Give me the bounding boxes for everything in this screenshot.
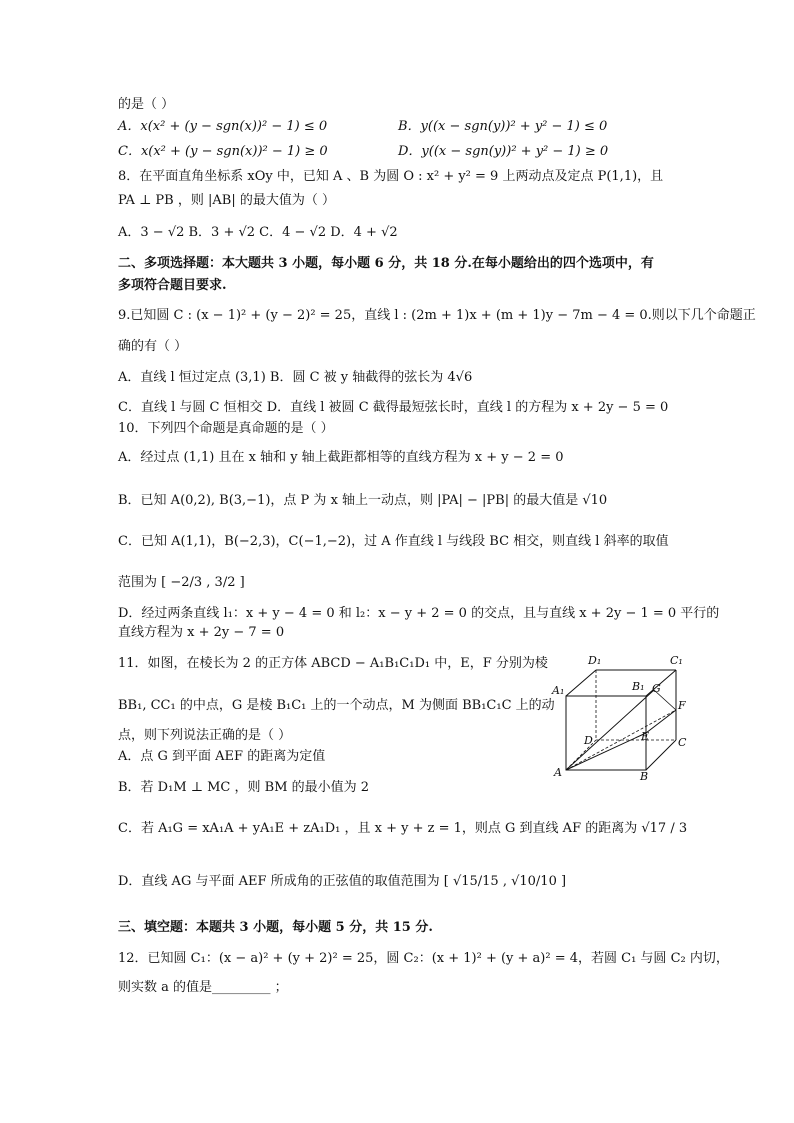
cube-figure: [548, 652, 688, 782]
q10-option-d-2: 直线方程为 x + 2y − 7 = 0: [118, 625, 285, 640]
label-a1: A₁: [552, 684, 565, 697]
question-9-stem: 9.已知圆 C : (x − 1)² + (y − 2)² = 25，直线 l : (2m + 1)x + (m + 1)y − 7m − 4 = 0.则以下几个命题正: [118, 308, 756, 323]
question-11-stem-2: BB₁, CC₁ 的中点，G 是棱 B₁C₁ 上的一个动点，M 为侧面 BB₁C₁C 上的动: [118, 698, 555, 713]
question-7-tail: 的是（ ）: [118, 97, 175, 112]
label-c: C: [678, 736, 687, 749]
question-8-stem-2: PA ⊥ PB ，则 |AB| 的最大值为（ ）: [118, 193, 335, 208]
q10-option-d: D．经过两条直线 l₁：x + y − 4 = 0 和 l₂：x − y + 2 = 0 的交点，且与直线 x + 2y − 1 = 0 平行的: [118, 606, 720, 621]
q9-options-ab: A．直线 l 恒过定点 (3,1) B．圆 C 被 y 轴截得的弦长为 4√6: [118, 370, 473, 385]
label-d: D: [584, 734, 593, 747]
edge-b-c: [646, 740, 676, 770]
segment-a-f: [566, 710, 676, 770]
question-12-stem-2: 则实数 a 的值是_________ ；: [118, 980, 288, 995]
question-9-stem-2: 确的有（ ）: [118, 339, 188, 354]
q7-option-d: D．y((x − sgn(y))² + y² − 1) ≥ 0: [398, 144, 609, 159]
q11-option-a: A．点 G 到平面 AEF 的距离为定值: [118, 749, 326, 764]
label-e: E: [641, 730, 650, 743]
q11-option-b: B．若 D₁M ⊥ MC ，则 BM 的最小值为 2: [118, 780, 370, 795]
q9-options-cd: C．直线 l 与圆 C 恒相交 D．直线 l 被圆 C 截得最短弦长时，直线 l 的方程为 x + 2y − 5 = 0: [118, 400, 669, 415]
label-b: B: [640, 770, 649, 782]
question-11-stem-3: 点，则下列说法正确的是（ ）: [118, 728, 292, 743]
question-12-stem: 12．已知圆 C₁：(x − a)² + (y + 2)² = 25，圆 C₂：(x + 1)² + (y + a)² = 4，若圆 C₁ 与圆 C₂ 内切，: [118, 951, 729, 966]
q7-option-b: B．y((x − sgn(y))² + y² − 1) ≤ 0: [398, 119, 608, 134]
section-2-heading-2: 多项符合题目要求.: [118, 278, 227, 293]
q11-option-d: D．直线 AG 与平面 AEF 所成角的正弦值的取值范围为 [ √15/15 , √10/10 ]: [118, 874, 567, 889]
section-2-heading: 二、多项选择题：本大题共 3 小题，每小题 6 分，共 18 分.在每小题给出的四个选项中，有: [118, 256, 654, 271]
q7-option-c: C．x(x² + (y − sgn(x))² − 1) ≥ 0: [118, 144, 328, 159]
q10-option-b: B．已知 A(0,2), B(3,−1)，点 P 为 x 轴上一动点，则 |PA| − |PB| 的最大值是 √10: [118, 493, 608, 508]
q10-option-c-2: 范围为 [ −2/3 , 3/2 ]: [118, 575, 245, 590]
label-g: G: [652, 682, 661, 695]
label-d1: D₁: [588, 654, 602, 667]
label-c1: C₁: [670, 654, 683, 667]
q10-option-c: C．已知 A(1,1)，B(−2,3)，C(−1,−2)，过 A 作直线 l 与线段 BC 相交，则直线 l 斜率的取值: [118, 534, 669, 549]
question-10-stem: 10．下列四个命题是真命题的是（ ）: [118, 421, 334, 436]
segment-e-f: [646, 710, 676, 733]
q7-option-a: A．x(x² + (y − sgn(x))² − 1) ≤ 0: [118, 119, 328, 134]
label-f: F: [678, 699, 686, 712]
label-b1: B₁: [632, 680, 645, 693]
question-8-stem: 8．在平面直角坐标系 xOy 中，已知 A 、B 为圆 O : x² + y² = 9 上两动点及定点 P(1,1)，且: [118, 169, 664, 184]
cube-diagram: [548, 652, 688, 782]
q11-option-c: C．若 A₁G = xA₁A + yA₁E + zA₁D₁ ，且 x + y + z = 1，则点 G 到直线 AF 的距离为 √17 / 3: [118, 821, 688, 836]
label-a: A: [554, 766, 562, 779]
edge-b1-c1: [646, 670, 676, 696]
question-11-stem: 11．如图，在棱长为 2 的正方体 ABCD − A₁B₁C₁D₁ 中，E，F 分别为棱: [118, 656, 548, 671]
section-3-heading: 三、填空题：本题共 3 小题，每小题 5 分，共 15 分.: [118, 920, 433, 935]
edge-a1-d1: [566, 670, 596, 696]
q8-options: A．3 − √2 B．3 + √2 C．4 − √2 D．4 + √2: [118, 225, 398, 240]
segment-a-e: [566, 733, 646, 770]
q10-option-a: A．经过点 (1,1) 且在 x 轴和 y 轴上截距都相等的直线方程为 x + y − 2 = 0: [118, 450, 564, 465]
